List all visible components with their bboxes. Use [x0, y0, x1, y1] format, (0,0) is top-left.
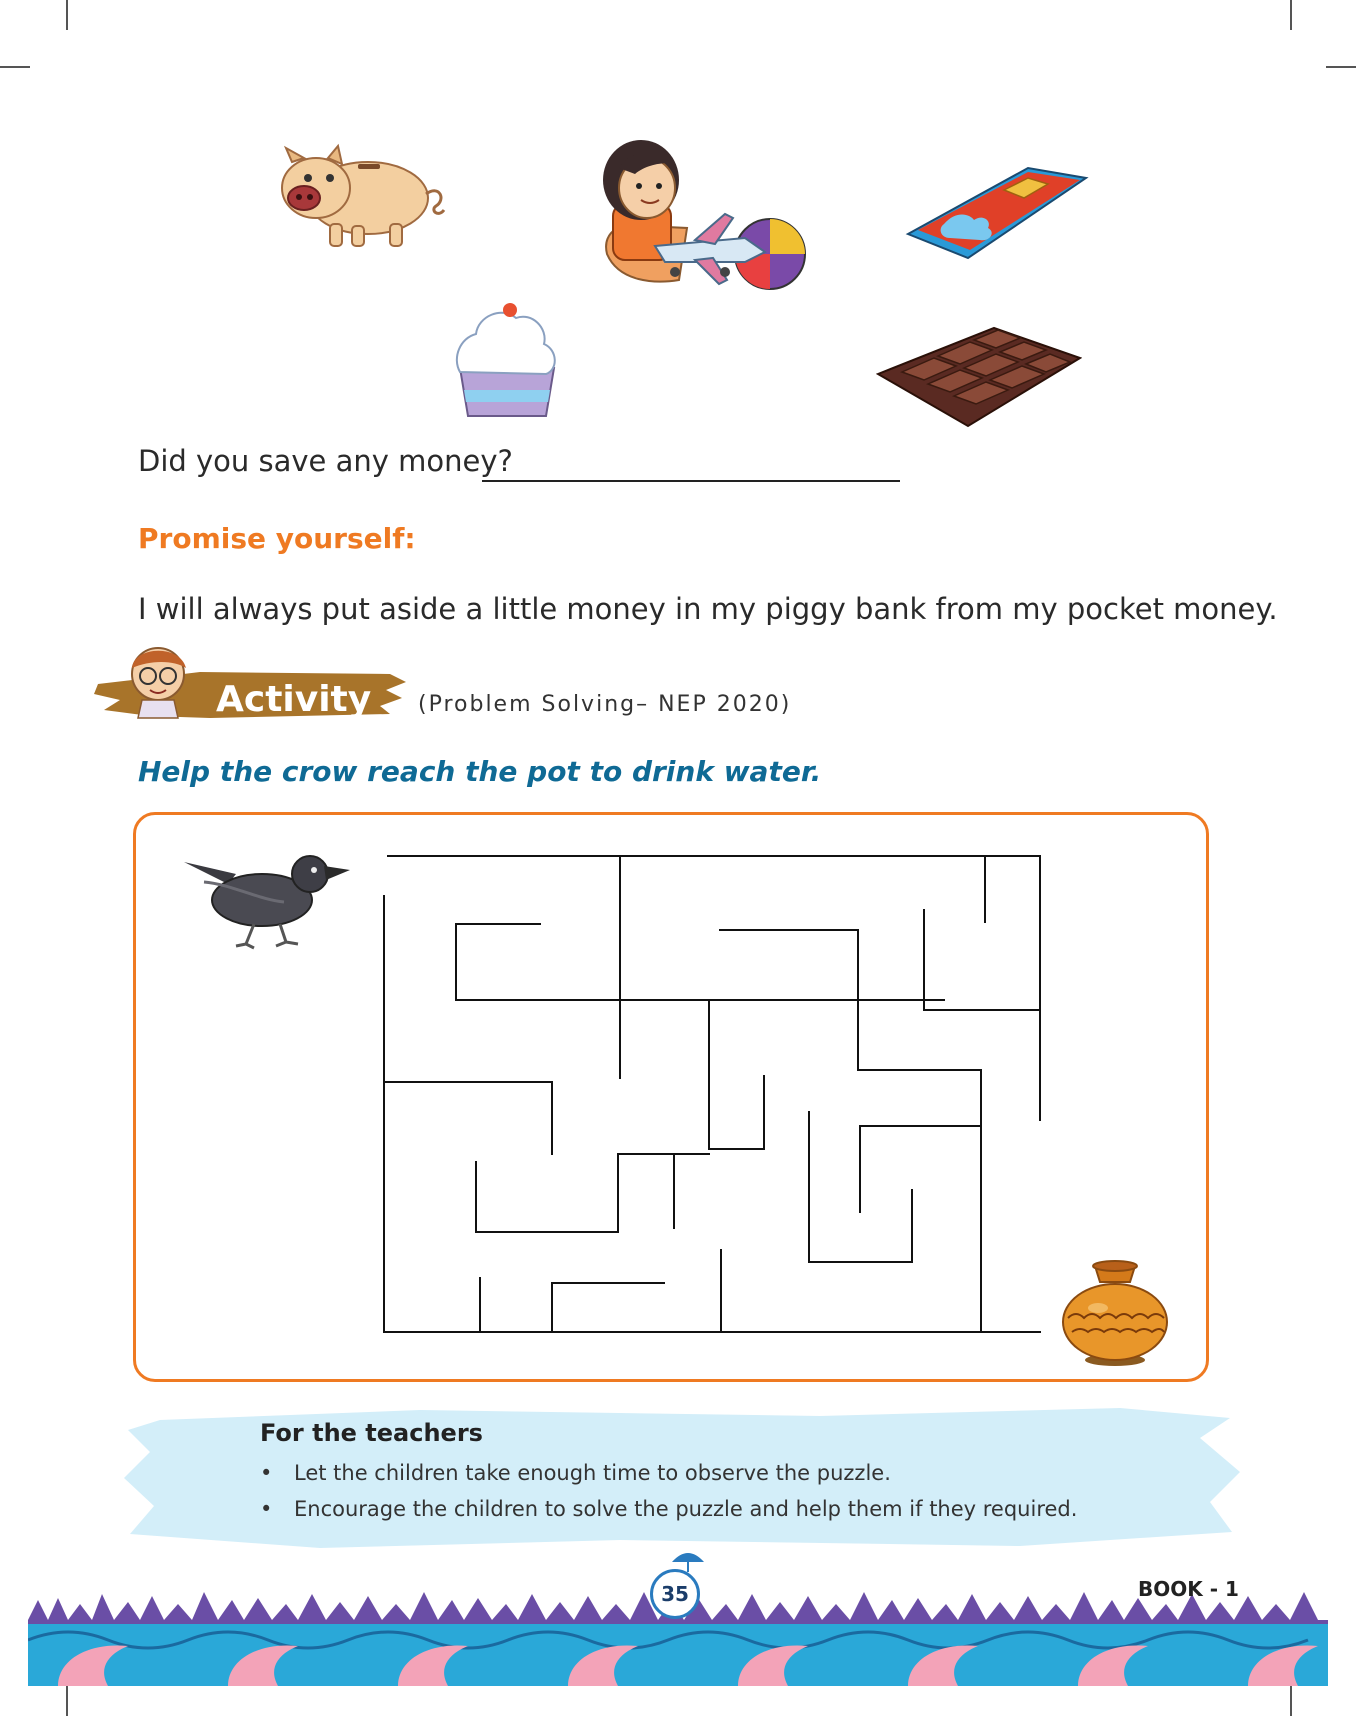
crop-mark [1290, 1686, 1292, 1716]
question-text: Did you save any money? [138, 444, 513, 478]
crop-mark [66, 0, 68, 30]
crop-mark [66, 1686, 68, 1716]
notebook-image [904, 162, 1090, 262]
ice-cream-image [452, 298, 562, 424]
piggy-bank-image [268, 140, 448, 252]
answer-blank[interactable] [482, 480, 900, 482]
teachers-point-text: Encourage the children to solve the puzzle and help them if they required. [294, 1497, 1078, 1521]
activity-subtitle: (Problem Solving– NEP 2020) [418, 692, 792, 717]
girl-with-toys-image [595, 134, 820, 296]
maze [380, 850, 1046, 1340]
crop-mark [1290, 0, 1292, 30]
teachers-point-text: Let the children take enough time to observe the puzzle. [294, 1461, 891, 1485]
crow-image [180, 844, 352, 952]
teachers-heading: For the teachers [260, 1419, 483, 1447]
water-pot-image [1060, 1256, 1170, 1368]
crop-mark [1326, 66, 1356, 68]
instruction-text: Help the crow reach the pot to drink water. [138, 755, 822, 788]
promise-text: I will always put aside a little money in my piggy bank from my pocket money. [138, 592, 1278, 626]
activity-title: Activity [216, 679, 372, 720]
book-label: BOOK - 1 [1138, 1577, 1239, 1601]
page-number: 35 [650, 1569, 700, 1619]
chocolate-bar-image [876, 322, 1082, 430]
promise-heading: Promise yourself: [138, 522, 416, 555]
crop-mark [0, 66, 30, 68]
teachers-point: • Let the children take enough time to observe the puzzle. [260, 1461, 891, 1485]
teachers-point: • Encourage the children to solve the puzzle and help them if they required. [260, 1497, 1078, 1521]
